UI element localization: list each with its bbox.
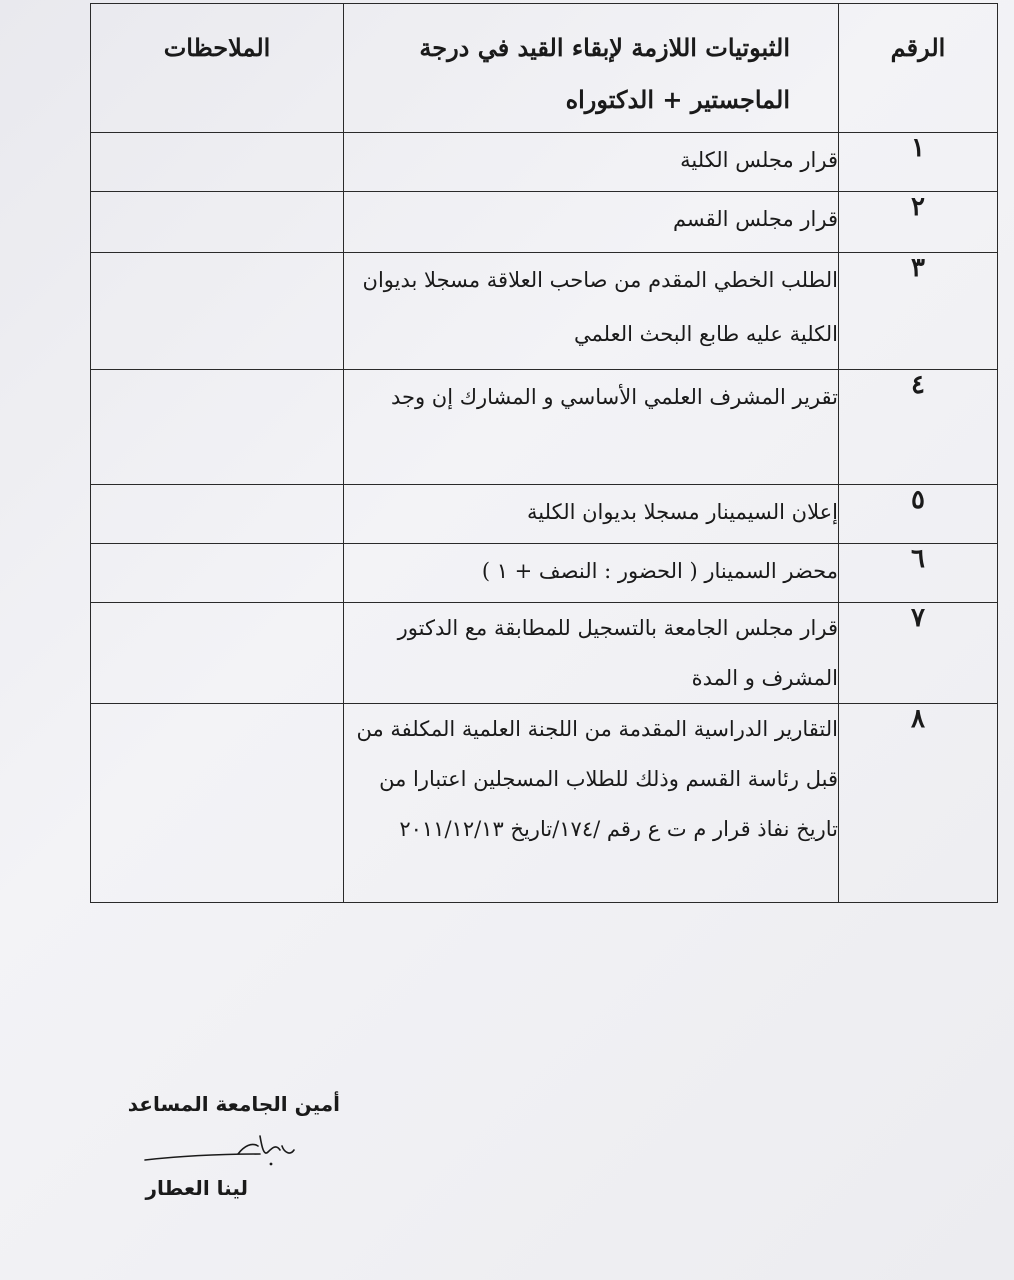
table-row — [91, 253, 998, 370]
row-requirement: تقرير المشرف العلمي الأساسي و المشارك إن وجد — [344, 370, 839, 485]
header-notes: الملاحظات — [91, 4, 344, 133]
table-header-row — [91, 4, 998, 133]
row-notes — [91, 253, 344, 370]
table-row — [91, 544, 998, 603]
table-row — [91, 485, 998, 544]
header-number: الرقم — [839, 4, 998, 133]
row-notes — [91, 704, 344, 903]
handwritten-signature — [140, 1116, 300, 1176]
requirements-table — [90, 3, 998, 903]
row-requirement: قرار مجلس الجامعة بالتسجيل للمطابقة مع الدكتور المشرف و المدة — [344, 603, 839, 704]
row-requirement: قرار مجلس الكلية — [344, 133, 839, 192]
row-number: ٦ — [839, 544, 998, 603]
row-requirement: الطلب الخطي المقدم من صاحب العلاقة مسجلا بديوان الكلية عليه طابع البحث العلمي — [344, 253, 839, 370]
row-requirement: قرار مجلس القسم — [344, 192, 839, 253]
row-requirement: التقارير الدراسية المقدمة من اللجنة العلمية المكلفة من قبل رئاسة القسم وذلك للطلاب المسجلين اعتبارا من تاريخ نفاذ قرار م ت ع رقم /١٧٤/تاريخ ٢٠١١/١٢/١٣ — [344, 704, 839, 903]
table-row — [91, 603, 998, 704]
row-number: ٣ — [839, 253, 998, 370]
row-notes — [91, 370, 344, 485]
row-number: ٨ — [839, 704, 998, 903]
header-requirements: الثبوتيات اللازمة لإبقاء القيد في درجة الماجستير + الدكتوراه — [344, 4, 839, 133]
row-number: ٧ — [839, 603, 998, 704]
row-number: ٥ — [839, 485, 998, 544]
row-requirement: محضر السمينار ( الحضور : النصف + ١ ) — [344, 544, 839, 603]
row-requirement: إعلان السيمينار مسجلا بديوان الكلية — [344, 485, 839, 544]
table-row — [91, 370, 998, 485]
row-notes — [91, 603, 344, 704]
table-row — [91, 192, 998, 253]
row-number: ٢ — [839, 192, 998, 253]
row-notes — [91, 544, 344, 603]
row-notes — [91, 485, 344, 544]
row-number: ١ — [839, 133, 998, 192]
row-notes — [91, 133, 344, 192]
signatory-name: لينا العطار — [145, 1176, 248, 1200]
row-notes — [91, 192, 344, 253]
row-number: ٤ — [839, 370, 998, 485]
table-row — [91, 704, 998, 903]
signature-block — [100, 1092, 340, 1200]
signatory-title: أمين الجامعة المساعد — [127, 1092, 340, 1116]
table-row — [91, 133, 998, 192]
